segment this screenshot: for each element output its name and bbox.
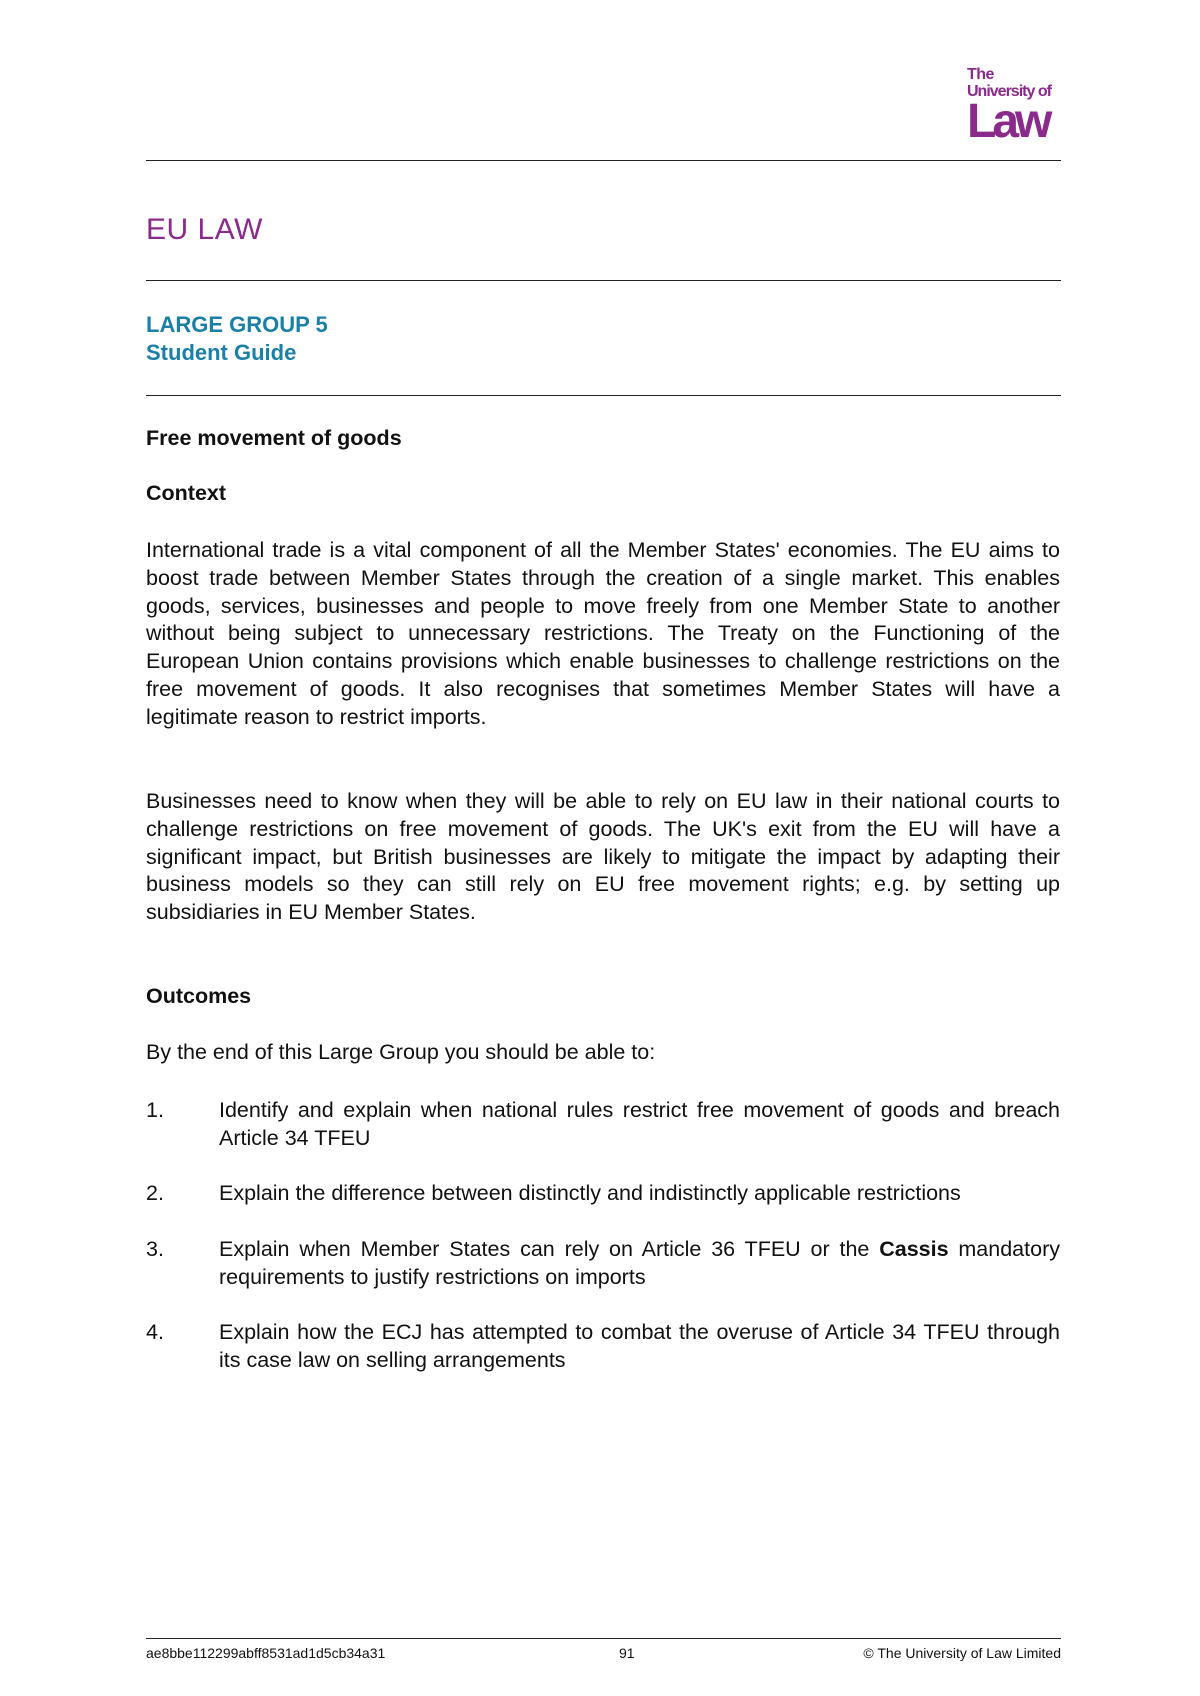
group-heading (146, 311, 328, 367)
page-title: EU LAW (146, 213, 263, 246)
list-item (146, 1180, 1060, 1208)
list-item-text: Identify and explain when national rules restrict free movement of goods and breach Article 34 TFEU (219, 1098, 1060, 1150)
list-item (146, 1236, 1060, 1292)
list-item-text: Explain the difference between distinctly and indistinctly applicable restrictions (219, 1181, 961, 1205)
title-divider (146, 280, 1061, 281)
footer-divider (146, 1638, 1061, 1639)
list-item-number: 1. (146, 1098, 164, 1122)
footer-copyright: © The University of Law Limited (863, 1645, 1061, 1661)
guide-type: Student Guide (146, 340, 297, 365)
header-divider (146, 160, 1061, 161)
list-item-text-part: Explain when Member States can rely on Article 36 TFEU or the (219, 1237, 880, 1261)
list-item-number: 3. (146, 1237, 164, 1261)
list-item-number: 4. (146, 1320, 164, 1344)
outcomes-intro: By the end of this Large Group you should be able to: (146, 1040, 656, 1064)
list-item-text: Explain how the ECJ has attempted to combat the overuse of Article 34 TFEU through its case law on selling arrangements (219, 1320, 1060, 1372)
group-divider (146, 395, 1061, 396)
list-item (146, 1319, 1060, 1375)
page-number: 91 (619, 1645, 635, 1661)
logo-line-law: Law (967, 95, 1049, 148)
list-item-number: 2. (146, 1181, 164, 1205)
logo-line-university: University of (967, 83, 1051, 100)
university-logo (967, 66, 1067, 148)
topic-heading: Free movement of goods (146, 426, 402, 450)
list-item (146, 1097, 1060, 1153)
context-paragraph-2: Businesses need to know when they will be able to rely on EU law in their national courts to challenge restrictions on free movement of goods. The UK's exit from the EU will have a significant impact, but British businesses are likely to mitigate the impact by adapting their business models so they can still rely on EU free movement rights; e.g. by setting up subsidiaries in EU Member States. (146, 789, 1060, 925)
context-heading: Context (146, 481, 227, 505)
logo-line-the: The (967, 66, 994, 83)
case-name-cassis: Cassis (879, 1237, 949, 1261)
list-item-text-part: mandatory requirements to justify restrictions on imports (219, 1237, 1060, 1289)
outcomes-heading: Outcomes (146, 984, 252, 1008)
footer-document-id: ae8bbe112299abff8531ad1d5cb34a31 (146, 1645, 386, 1661)
list-item-text (219, 1236, 1060, 1292)
context-paragraph-1: International trade is a vital component of all the Member States' economies. The EU aims to boost trade between Member States through the creation of a single market. This enables goods, services, businesses and people to move freely from one Member State to another without being subject to unnecessary restrictions. The Treaty on the Functioning of the European Union contains provisions which enable businesses to challenge restrictions on the free movement of goods. It also recognises that sometimes Member States will have a legitimate reason to restrict imports. (146, 538, 1060, 729)
group-number: LARGE GROUP 5 (146, 312, 328, 337)
